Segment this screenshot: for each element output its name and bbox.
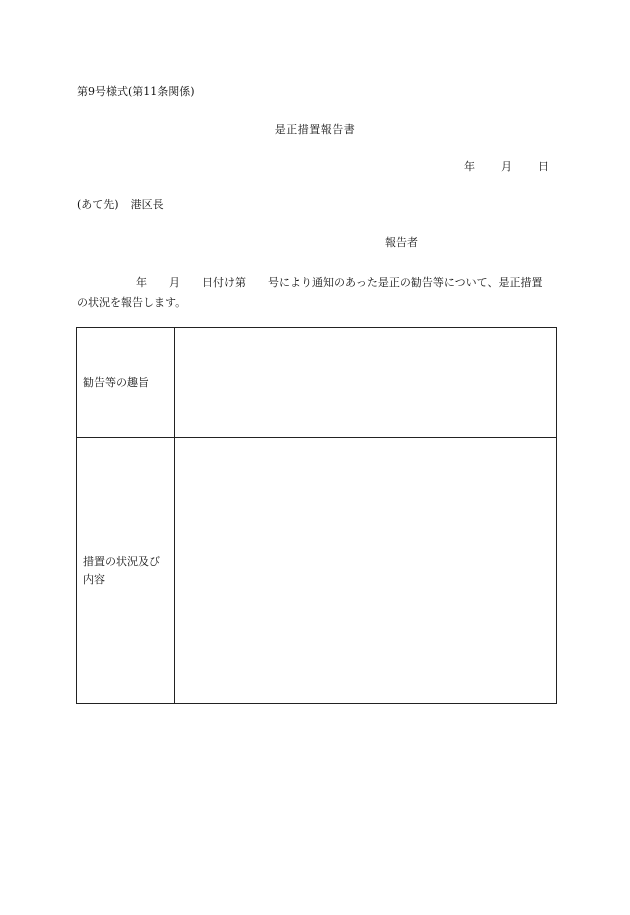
addressee-name: 港区長: [130, 198, 164, 211]
form-number: 第9号様式(第11条関係): [77, 85, 195, 98]
body-month-label: 月: [169, 276, 180, 289]
field-measures-status[interactable]: [175, 438, 557, 704]
document-title: 是正措置報告書: [274, 123, 356, 136]
date-day-label: 日: [538, 160, 549, 173]
label-advice-purpose: 勧告等の趣旨: [77, 328, 175, 438]
body-dated-number-label: 日付け第: [202, 276, 246, 289]
report-table: [76, 327, 557, 704]
date-month-label: 月: [501, 160, 512, 173]
field-advice-purpose[interactable]: [175, 328, 557, 438]
body-rest-text: 号により通知のあった是正の勧告等について、是正措置の状況を報告します。: [77, 276, 543, 309]
label-measures-status: 措置の状況及び内容: [77, 438, 175, 704]
date-year-label: 年: [464, 160, 475, 173]
reporter-label: 報告者: [385, 236, 418, 249]
body-year-label: 年: [136, 276, 147, 289]
table-row: [77, 438, 557, 704]
date-line: [464, 160, 549, 174]
addressee-prefix: (あて先): [77, 198, 119, 211]
addressee: [77, 198, 164, 212]
table-row: [77, 328, 557, 438]
body-paragraph: [77, 273, 553, 313]
